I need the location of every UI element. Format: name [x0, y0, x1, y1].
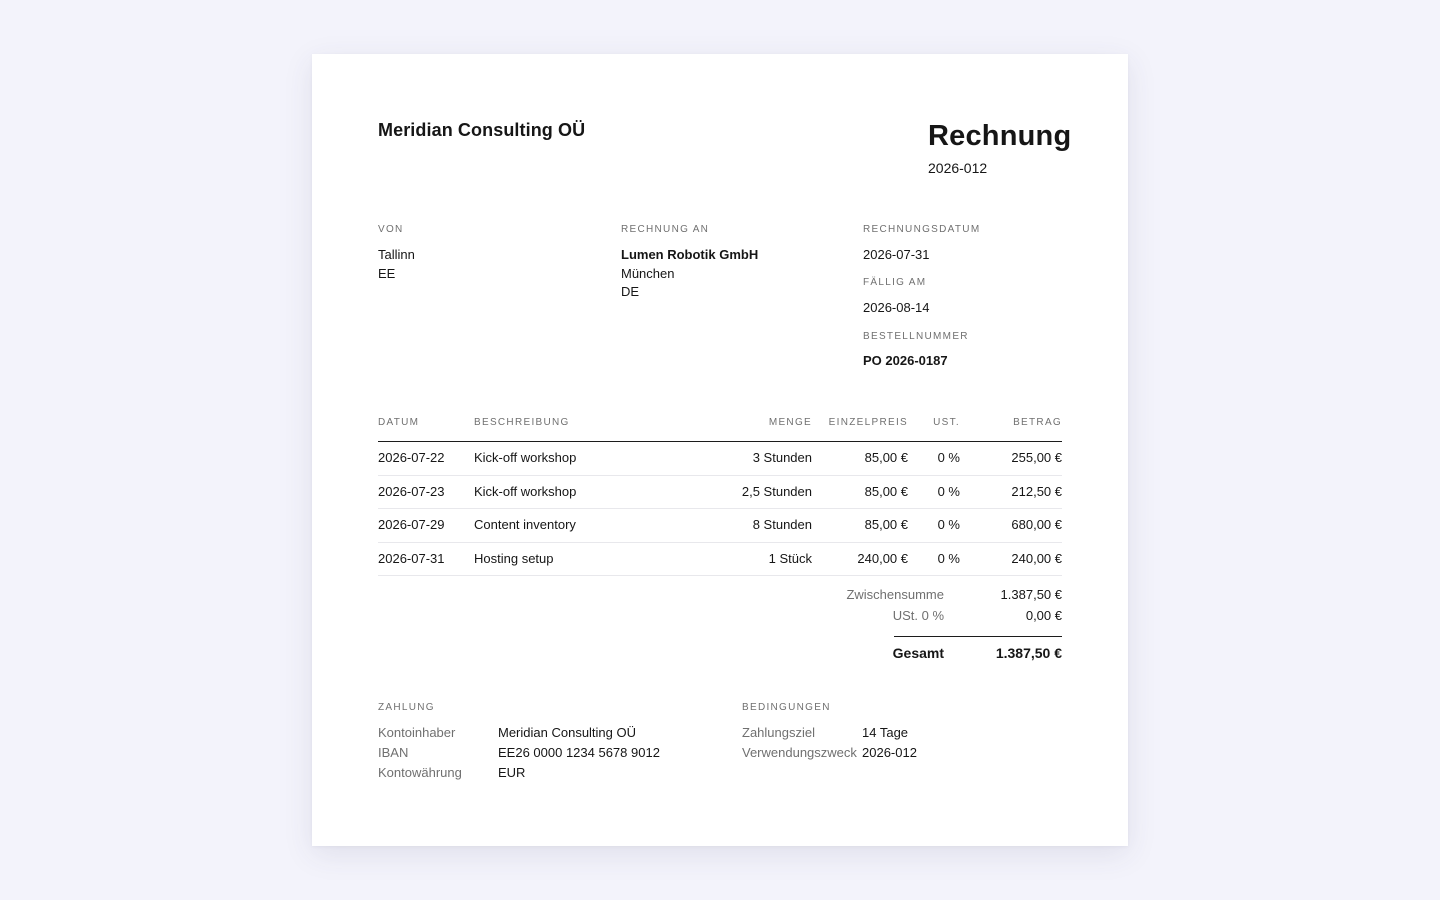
terms-label: BEDINGUNGEN	[742, 702, 831, 713]
row-tax: 0 %	[937, 517, 960, 532]
total-label: Gesamt	[892, 645, 944, 661]
col-quantity: MENGE	[768, 417, 812, 428]
subtotal-value: 1.387,50 €	[1000, 587, 1062, 602]
row-date: 2026-07-23	[378, 483, 445, 499]
table-row	[378, 442, 1062, 476]
invoice-date: 2026-07-31	[863, 247, 930, 262]
account-holder: Meridian Consulting OÜ	[498, 725, 637, 740]
from-city: Tallinn	[378, 247, 415, 262]
tax-value: 0,00 €	[1025, 608, 1062, 623]
row-unit-price: 85,00 €	[864, 450, 908, 465]
due-date-label: FÄLLIG AM	[863, 277, 927, 288]
payment-term: 14 Tage	[862, 725, 909, 740]
line-items-table	[378, 414, 1062, 576]
payment-label: ZAHLUNG	[378, 702, 435, 713]
tax-line	[778, 608, 1062, 629]
row-amount: 680,00 €	[1011, 517, 1062, 532]
iban: EE26 0000 1234 5678 9012	[498, 745, 660, 760]
row-amount: 255,00 €	[1011, 450, 1062, 465]
row-quantity: 8 Stunden	[752, 517, 812, 532]
totals-divider	[894, 636, 1062, 637]
document-title: Rechnung	[928, 120, 1072, 152]
terms-details	[742, 723, 917, 763]
from-address	[378, 246, 415, 283]
grand-total-line	[778, 645, 1062, 667]
bill-to-city: München	[621, 265, 675, 281]
col-amount: BETRAG	[1013, 417, 1062, 428]
row-quantity: 2,5 Stunden	[741, 483, 812, 499]
row-quantity: 1 Stück	[768, 550, 812, 566]
row-date: 2026-07-22	[378, 450, 445, 465]
table-header	[378, 414, 1062, 442]
row-description: Kick-off workshop	[474, 450, 577, 465]
row-amount: 240,00 €	[1011, 550, 1062, 566]
row-description: Content inventory	[474, 517, 576, 532]
row-tax: 0 %	[937, 550, 960, 566]
col-tax: UST.	[933, 417, 960, 428]
currency: EUR	[498, 765, 526, 780]
row-quantity: 3 Stunden	[752, 450, 812, 465]
from-country: EE	[378, 265, 396, 281]
row-amount: 212,50 €	[1011, 483, 1062, 499]
iban-label: IBAN	[378, 745, 409, 760]
bill-to-name: Lumen Robotik GmbH	[621, 247, 759, 262]
row-description: Hosting setup	[474, 550, 554, 566]
tax-label: USt. 0 %	[892, 608, 944, 623]
currency-label: Kontowährung	[378, 765, 462, 780]
col-date: DATUM	[378, 417, 420, 428]
row-tax: 0 %	[937, 450, 960, 465]
row-description: Kick-off workshop	[474, 483, 577, 499]
account-holder-label: Kontoinhaber	[378, 725, 456, 740]
subtotal-line	[778, 587, 1062, 608]
due-date: 2026-08-14	[863, 300, 930, 315]
table-row	[378, 509, 1062, 543]
payment-details	[378, 723, 660, 783]
bill-to-label: RECHNUNG AN	[621, 224, 710, 235]
row-unit-price: 240,00 €	[857, 550, 908, 566]
company-name: Meridian Consulting OÜ	[378, 120, 586, 140]
invoice-sheet	[312, 54, 1128, 846]
payment-term-label: Zahlungsziel	[742, 725, 815, 740]
invoice-number: 2026-012	[928, 160, 988, 176]
totals-block	[778, 587, 1062, 661]
bill-to-address	[621, 246, 758, 302]
invoice-date-label: RECHNUNGSDATUM	[863, 224, 981, 235]
bill-to-country: DE	[621, 284, 640, 299]
subtotal-label: Zwischensumme	[846, 587, 944, 602]
col-description: BESCHREIBUNG	[474, 417, 570, 428]
from-label: VON	[378, 224, 404, 235]
row-unit-price: 85,00 €	[864, 483, 908, 499]
reference: 2026-012	[862, 745, 917, 760]
row-unit-price: 85,00 €	[864, 517, 908, 532]
row-date: 2026-07-29	[378, 517, 445, 532]
po-number: PO 2026-0187	[863, 353, 948, 368]
col-unit-price: EINZELPREIS	[828, 417, 908, 428]
row-tax: 0 %	[937, 483, 960, 499]
reference-label: Verwendungszweck	[742, 745, 857, 760]
table-row	[378, 543, 1062, 577]
row-date: 2026-07-31	[378, 550, 445, 566]
table-row	[378, 476, 1062, 510]
po-number-label: BESTELLNUMMER	[863, 331, 969, 342]
total-value: 1.387,50 €	[995, 645, 1062, 661]
